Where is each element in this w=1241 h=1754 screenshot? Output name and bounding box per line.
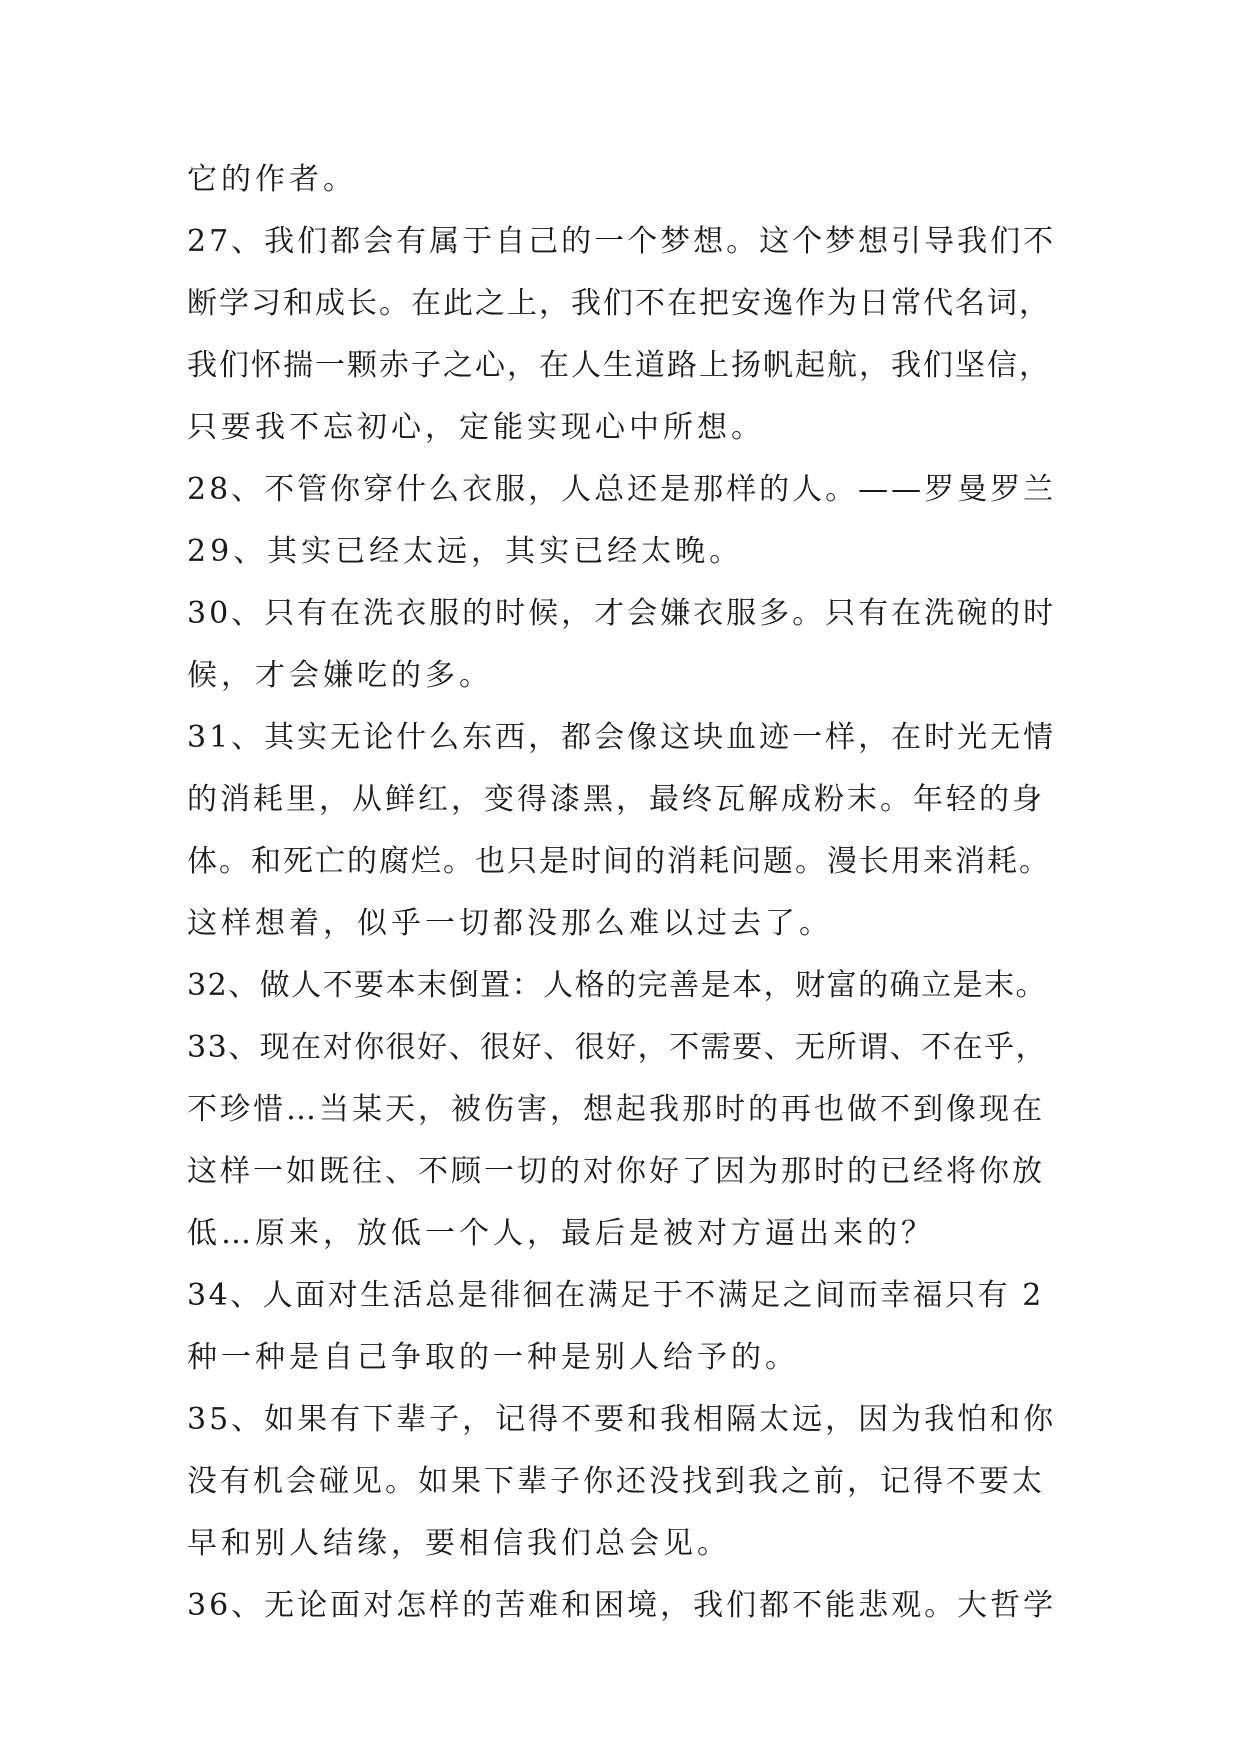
text-line: 29、其实已经太远，其实已经太晚。	[187, 534, 744, 569]
text-line: 种一种是自己争取的一种是别人给予的。	[187, 1340, 799, 1375]
text-line: 的消耗里，从鲜红，变得漆黑，最终瓦解成粉末。年轻的身	[187, 782, 1045, 817]
text-line: 28、不管你穿什么衣服，人总还是那样的人。——罗曼罗兰	[187, 472, 1057, 507]
text-line: 早和别人结缘，要相信我们总会见。	[187, 1526, 731, 1561]
text-line: 只要我不忘初心，定能实现心中所想。	[187, 410, 765, 445]
text-line: 它的作者。	[187, 162, 357, 197]
text-line: 没有机会碰见。如果下辈子你还没找到我之前，记得不要太	[187, 1464, 1045, 1499]
text-line: 我们怀揣一颗赤子之心，在人生道路上扬帆起航，我们坚信，	[187, 348, 1051, 383]
text-line: 这样一如既往、不顾一切的对你好了因为那时的已经将你放	[187, 1154, 1045, 1189]
text-line: 断学习和成长。在此之上，我们不在把安逸作为日常代名词，	[187, 286, 1051, 321]
text-line: 30、只有在洗衣服的时候，才会嫌衣服多。只有在洗碗的时	[187, 596, 1057, 631]
text-line: 不珍惜…当某天，被伤害，想起我那时的再也做不到像现在	[187, 1092, 1045, 1127]
text-line: 低…原来，放低一个人，最后是被对方逼出来的？	[187, 1216, 935, 1251]
text-line: 32、做人不要本末倒置：人格的完善是本，财富的确立是末。	[187, 968, 1048, 1003]
text-line: 33、现在对你很好、很好、很好，不需要、无所谓、不在乎，	[187, 1030, 1048, 1065]
text-line: 体。和死亡的腐烂。也只是时间的消耗问题。漫长用来消耗。	[187, 844, 1051, 879]
text-line: 35、如果有下辈子，记得不要和我相隔太远，因为我怕和你	[187, 1402, 1057, 1437]
text-line: 36、无论面对怎样的苦难和困境，我们都不能悲观。大哲学	[187, 1588, 1057, 1623]
text-line: 这样想着，似乎一切都没那么难以过去了。	[187, 906, 833, 941]
text-line: 候，才会嫌吃的多。	[187, 658, 493, 693]
text-line: 34、人面对生活总是徘徊在满足于不满足之间而幸福只有 2	[187, 1278, 1044, 1313]
text-line: 27、我们都会有属于自己的一个梦想。这个梦想引导我们不	[187, 224, 1057, 259]
text-line: 31、其实无论什么东西，都会像这块血迹一样，在时光无情	[187, 720, 1057, 755]
